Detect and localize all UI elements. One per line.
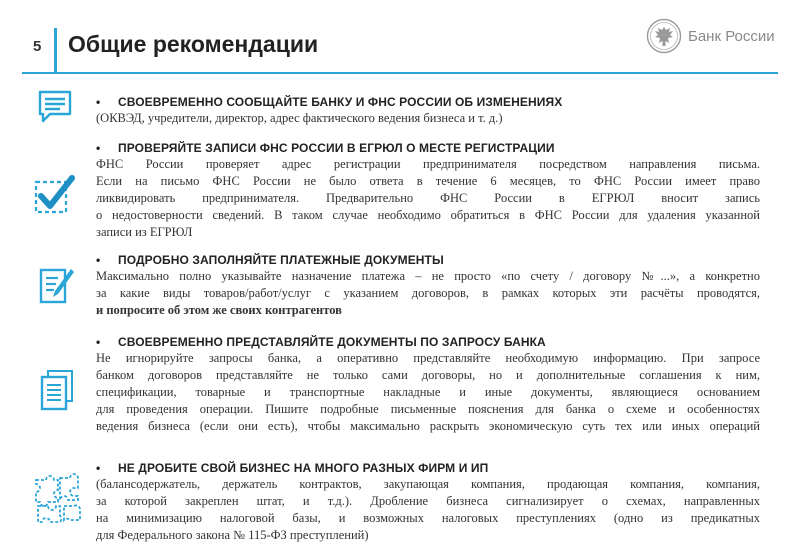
- section-text: (балансодержатель, держатель контрактов, закупающая компания, продающая компания, компания, за которой закреплен штат, и т.д.). Дробление бизнеса сигнализирует о схемах, направленных на минимизацию налоговой базы, и возможных налоговых преступлениях (одно из предикатных для Федерального закона № 115-ФЗ преступлений): [96, 477, 760, 542]
- section-report-changes: [96, 94, 760, 127]
- header-divider-vertical: [54, 28, 57, 74]
- documents-icon: [38, 368, 76, 412]
- section-text: Не игнорируйте запросы банка, а оперативно представляйте необходимую информацию. При запросе банком договоров представляйте не только сами договоры, но и дополнительные соглашения к ним, спецификации, товарные и транспортные накладные и иные документы, являющиеся основанием для проведения операции. Пишите подробные письменные пояснения для банка о схеме и особенностях ведения бизнеса (если они есть), чтобы максимально раскрыть экономическую суть тех или иных операций: [96, 351, 760, 433]
- section-bank-requests: [96, 334, 760, 435]
- checkmark-icon: [32, 172, 76, 216]
- eagle-emblem-icon: [646, 18, 682, 54]
- bank-logo: [646, 18, 775, 54]
- page-title: Общие рекомендации: [68, 31, 319, 57]
- section-check-egrul: [96, 140, 760, 241]
- page-number: 5: [33, 38, 42, 55]
- section-heading: • ПРОВЕРЯЙТЕ ЗАПИСИ ФНС РОССИИ В ЕГРЮЛ О МЕСТЕ РЕГИСТРАЦИИ: [96, 141, 555, 155]
- logo-text: Банк России: [688, 27, 775, 45]
- header-divider-horizontal: [22, 72, 778, 74]
- puzzle-icon: [30, 472, 84, 526]
- section-heading: • ПОДРОБНО ЗАПОЛНЯЙТЕ ПЛАТЕЖНЫЕ ДОКУМЕНТЫ: [96, 253, 444, 267]
- section-text: (ОКВЭД, учредители, директор, адрес фактического ведения бизнеса и т. д.): [96, 111, 503, 125]
- section-heading: • СВОЕВРЕМЕННО ПРЕДСТАВЛЯЙТЕ ДОКУМЕНТЫ ПО ЗАПРОСУ БАНКА: [96, 335, 546, 349]
- message-icon: [36, 88, 74, 126]
- section-text: ФНС России проверяет адрес регистрации предпринимателя посредством направления письма. Если на письмо ФНС России не было ответа в течение 6 месяцев, то ФНС России имеет право ликвидировать предпринимателя. Предварительно ФНС России в ЕГРЮЛ вносит запись о недостоверности сведений. В таком случае необходимо обратиться в ФНС России для удаления указанной записи из ЕГРЮЛ: [96, 157, 760, 239]
- section-business-splitting: [96, 460, 760, 544]
- section-text: Максимально полно указывайте назначение платежа – не просто «по счету / договору №...», а конкретно за какие виды товаров/работ/услуг с указанием договоров, в рамках которых эти расчёты проводятся, и попросите об этом же своих контрагентов: [96, 269, 760, 317]
- section-heading: • НЕ ДРОБИТЕ СВОЙ БИЗНЕС НА МНОГО РАЗНЫХ ФИРМ И ИП: [96, 461, 489, 475]
- document-edit-icon: [38, 266, 74, 306]
- section-heading: • СВОЕВРЕМЕННО СООБЩАЙТЕ БАНКУ И ФНС РОССИИ ОБ ИЗМЕНЕНИЯХ: [96, 95, 563, 109]
- section-payment-documents: [96, 252, 760, 319]
